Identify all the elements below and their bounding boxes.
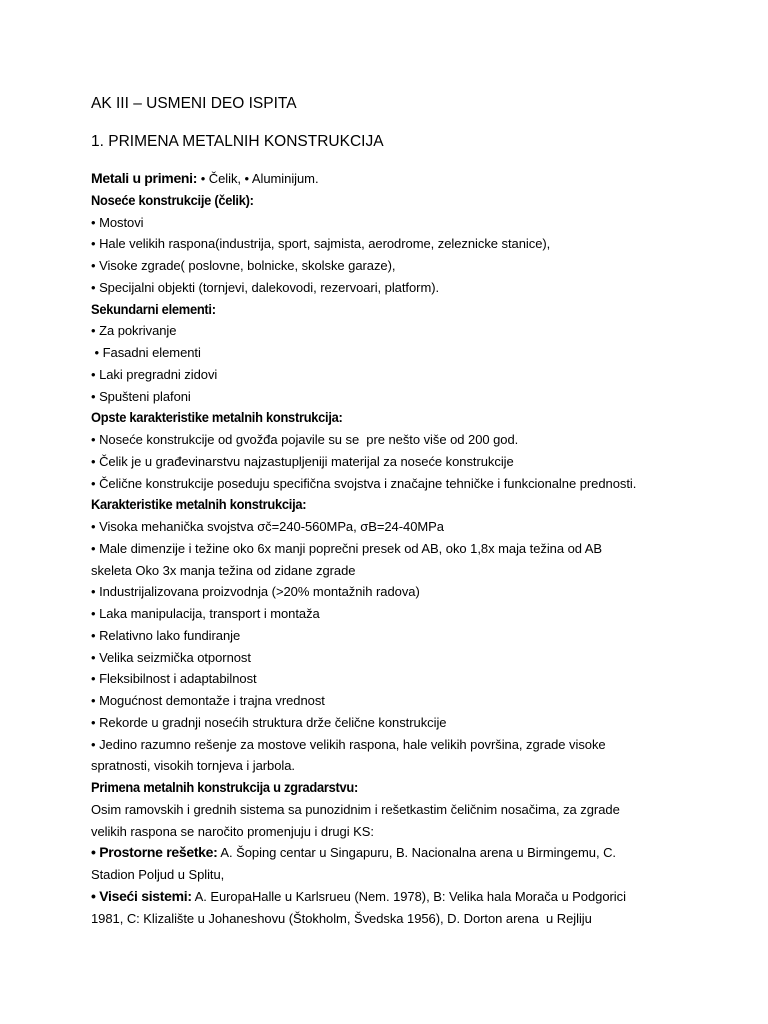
list-item: • Za pokrivanje [91, 323, 177, 339]
list-item: • Fasadni elementi [91, 345, 201, 360]
list-item: • Mostovi [91, 214, 144, 230]
list-item: • Mogućnost demontaže i trajna vrednost [91, 693, 325, 708]
document-title: AK III – USMENI DEO ISPITA [91, 95, 297, 112]
list-item-continuation: skeleta Oko 3x manja težina od zidane zgrade [91, 562, 356, 578]
list-item: • Visoka mehanička svojstva σč=240-560MPa, σB=24-40MPa [91, 519, 444, 534]
list-item: • Noseće konstrukcije od gvožđa pojavile su se pre nešto više od 200 god. [91, 432, 519, 447]
viseci-bullet: • [91, 887, 100, 904]
prostorne-text: A. Šoping centar u Singapuru, B. Nacionalna arena u Birmingemu, C. [217, 845, 616, 861]
section-title: 1. PRIMENA METALNIH KONSTRUKCIJA [91, 133, 384, 150]
metali-line [91, 168, 691, 190]
metali-label: Metali u primeni: [91, 170, 198, 186]
list-item: • Hale velikih raspona(industrija, sport, sajmista, aerodrome, zeleznicke stanice), [91, 236, 551, 252]
karakteristike-heading: Karakteristike metalnih konstrukcija: [91, 496, 307, 513]
opste-heading: Opste karakteristike metalnih konstrukcija: [91, 409, 343, 426]
list-item: • Velika seizmička otpornost [91, 649, 251, 665]
prostorne-bullet: • [91, 844, 100, 861]
list-item: • Laki pregradni zidovi [91, 366, 218, 382]
list-item: • Laka manipulacija, transport i montaža [91, 606, 320, 621]
metali-text: • Čelik, • Aluminijum. [197, 171, 319, 186]
list-item: • Visoke zgrade( poslovne, bolnicke, skolske garaze), [91, 258, 396, 273]
viseci-label: Viseći sistemi: [99, 887, 192, 904]
paragraph-line: velikih raspona se naročito promenjuju i drugi KS: [91, 823, 374, 839]
document-body [91, 168, 691, 929]
list-item: • Čelične konstrukcije poseduju specifična svojstva i značajne tehničke i funkcionalne prednosti. [91, 475, 637, 491]
list-item: • Spušteni plafoni [91, 388, 191, 404]
prostorne-continuation: Stadion Poljud u Splitu, [91, 867, 225, 882]
list-item: • Relativno lako fundiranje [91, 627, 241, 643]
list-item-continuation: spratnosti, visokih tornjeva i jarbola. [91, 758, 295, 774]
list-item: • Male dimenzije i težine oko 6x manji poprečni presek od AB, oko 1,8x maja težina od AB [91, 540, 603, 556]
prostorne-label: Prostorne rešetke: [99, 844, 218, 861]
nosece-heading: Noseće konstrukcije (čelik): [91, 191, 254, 208]
viseci-continuation: 1981, C: Klizalište u Johaneshovu (Štokholm, Švedska 1956), D. Dorton arena u Rejliju [91, 910, 592, 926]
prostorne-line [91, 842, 691, 864]
list-item: • Specijalni objekti (tornjevi, dalekovodi, rezervoari, platform). [91, 279, 440, 295]
paragraph-line: Osim ramovskih i grednih sistema sa punozidnim i rešetkastim čeličnim nosačima, za zgrade [91, 801, 620, 817]
primena-heading: Primena metalnih konstrukcija u zgradarstvu: [91, 779, 359, 795]
list-item: • Industrijalizovana proizvodnja (>20% montažnih radova) [91, 584, 420, 600]
list-item: • Fleksibilnost i adaptabilnost [91, 671, 257, 687]
list-item: • Rekorde u gradnji nosećih struktura drže čelične konstrukcije [91, 714, 447, 730]
list-item: • Čelik je u građevinarstvu najzastupljeniji materijal za noseće konstrukcije [91, 453, 514, 469]
list-item: • Jedino razumno rešenje za mostove velikih raspona, hale velikih površina, zgrade visoke [91, 736, 606, 752]
viseci-text: A. EuropaHalle u Karlsrueu (Nem. 1978), B: Velika hala Morača u Podgorici [191, 888, 626, 904]
sekundarni-heading: Sekundarni elementi: [91, 300, 216, 317]
viseci-line [91, 886, 691, 908]
